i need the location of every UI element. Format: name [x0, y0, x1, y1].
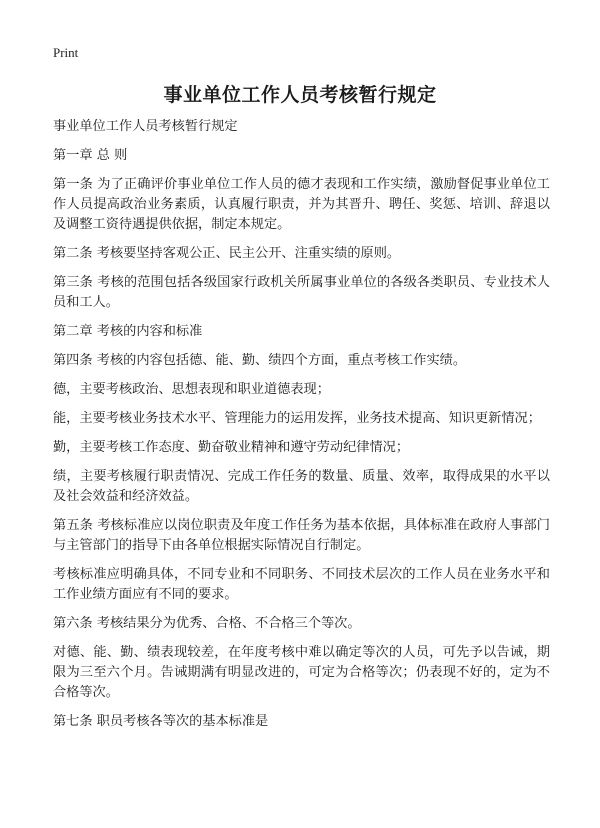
- body-paragraph: 对德、能、勤、绩表现较差，在年度考核中难以确定等次的人员，可先予以告诫，期限为三至六个月。告诫期满有明显改进的，可定为合格等次；仍表现不好的，定为不合格等次。: [53, 645, 550, 700]
- article-paragraph: 第七条 职员考核各等次的基本标准是: [53, 714, 269, 729]
- document-title: 事业单位工作人员考核暂行规定: [163, 84, 437, 106]
- body-paragraph: 能，主要考核业务技术水平、管理能力的运用发挥，业务技术提高、知识更新情况；: [53, 411, 541, 426]
- document-body: [53, 117, 550, 741]
- article-paragraph: 第四条 考核的内容包括德、能、勤、绩四个方面，重点考核工作实绩。: [53, 353, 467, 368]
- article-paragraph: 第五条 考核标准应以岗位职责及年度工作任务为基本依据，具体标准在政府人事部门与主管部门的指导下由各单位根据实际情况自行制定。: [53, 518, 550, 553]
- body-paragraph: 勤，主要考核工作态度、勤奋敬业精神和遵守劳动纪律情况；: [53, 440, 410, 455]
- article-paragraph: 第六条 考核结果分为优秀、合格、不合格三个等次。: [53, 616, 361, 631]
- body-paragraph: 绩，主要考核履行职责情况、完成工作任务的数量、质量、效率，取得成果的水平以及社会效益和经济效益。: [53, 469, 550, 504]
- body-paragraph: 德，主要考核政治、思想表现和职业道德表现；: [53, 382, 330, 397]
- print-link[interactable]: Print: [53, 45, 79, 60]
- chapter-heading: 第一章 总 则: [53, 148, 128, 163]
- chapter-heading: 第二章 考核的内容和标准: [53, 324, 203, 339]
- article-paragraph: 第三条 考核的范围包括各级国家行政机关所属事业单位的各级各类职员、专业技术人员和工人。: [53, 275, 550, 310]
- article-paragraph: 第二条 考核要坚持客观公正、民主公开、注重实绩的原则。: [53, 246, 401, 261]
- body-paragraph: 考核标准应明确具体，不同专业和不同职务、不同技术层次的工作人员在业务水平和工作业绩方面应有不同的要求。: [53, 567, 550, 602]
- article-paragraph: 第一条 为了正确评价事业单位工作人员的德才表现和工作实绩，激励督促事业单位工作人员提高政治业务素质，认真履行职责，并为其晋升、聘任、奖惩、培训、辞退以及调整工资待遇提供依据，制定本规定。: [53, 177, 550, 232]
- subtitle-paragraph: 事业单位工作人员考核暂行规定: [53, 119, 238, 134]
